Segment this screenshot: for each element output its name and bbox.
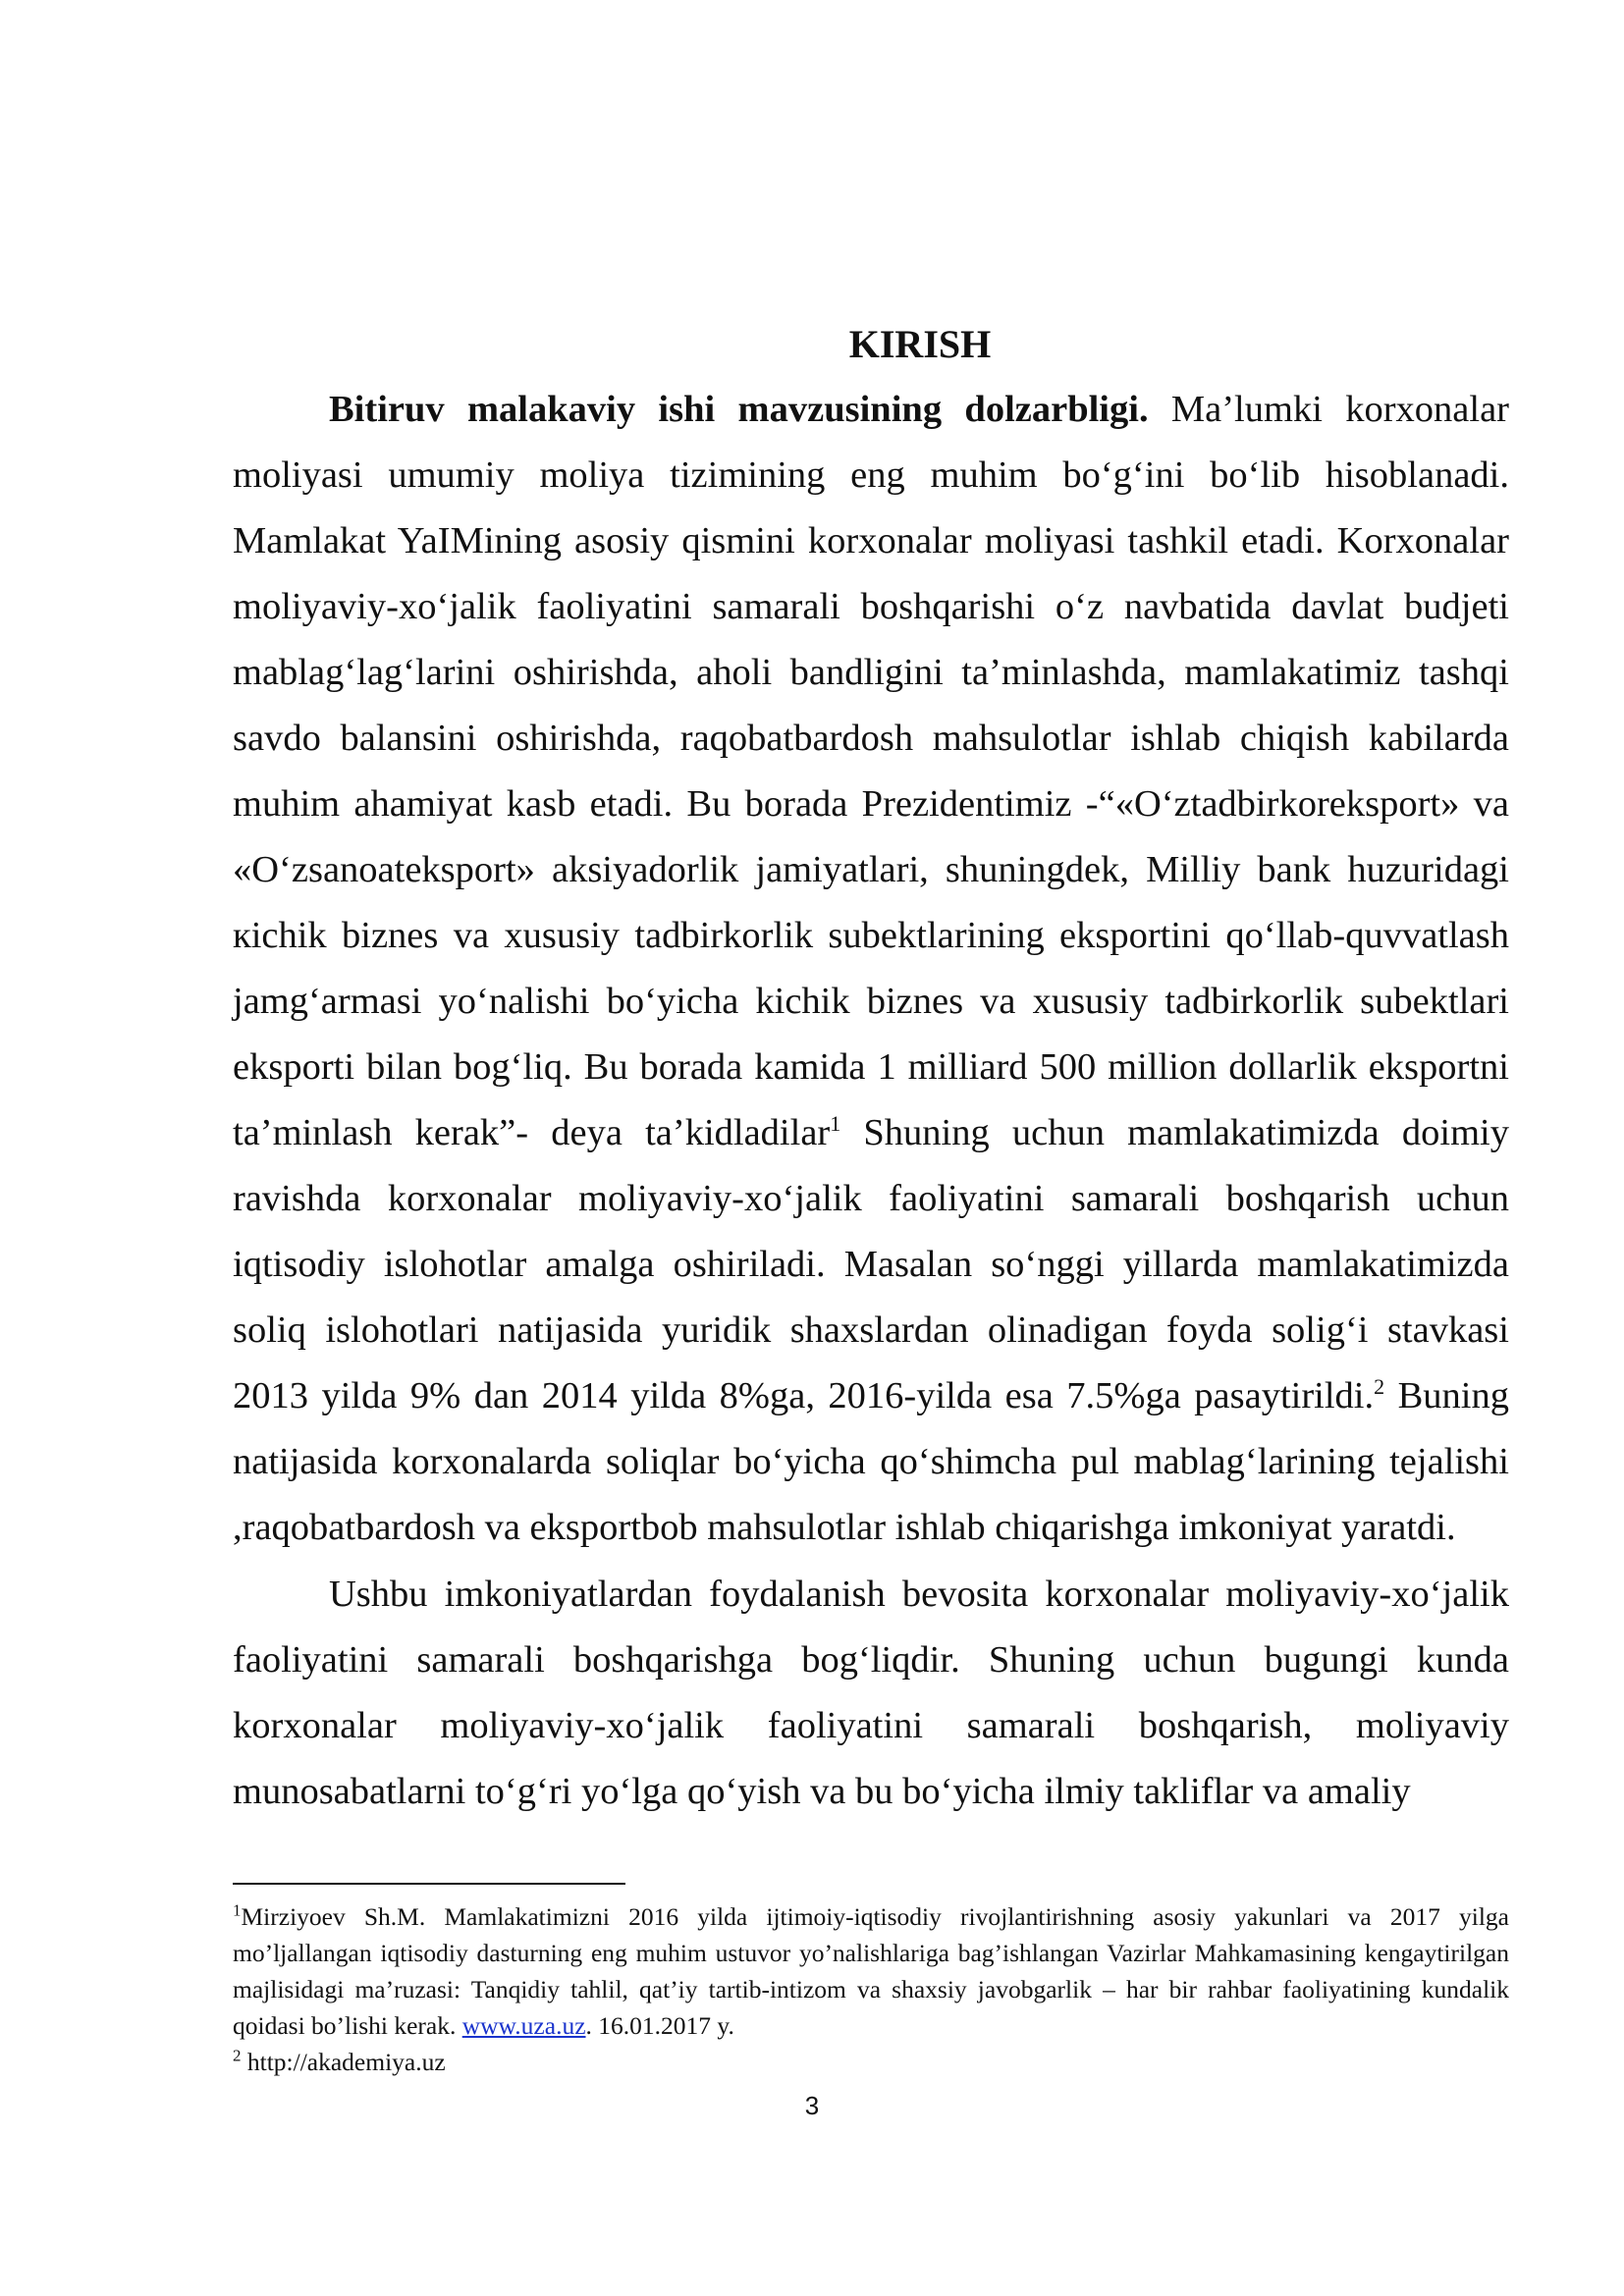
footnote-ref-1[interactable]: 1 (830, 1111, 841, 1137)
footnote-text: http://akademiya.uz (241, 2048, 446, 2076)
footnote-marker: 1 (233, 1900, 242, 1920)
paragraph-opportunities: Ushbu imkoniyatlardan foydalanish bevosita korxonalar moliyaviy-xo‘jalik faoliyatini samarali boshqarishga bog‘liqdir. Shuning uchun bugungi kunda korxonalar moliyaviy-xo‘jalik faoliyatini samarali boshqarish, moliyaviy munosabatlarni to‘g‘ri yo‘lga qo‘yish va bu bo‘yicha ilmiy takliflar va amaliy (233, 1574, 1509, 1812)
footnote-marker: 2 (233, 2046, 242, 2065)
footnote-1 (233, 1898, 1509, 2044)
paragraph-text: Shuning uchun mamlakatimizda doimiy ravishda korxonalar moliyaviy-xo‘jalik faoliyatini samarali boshqarish uchun iqtisodiy islohotlar amalga oshiriladi. Masalan so‘nggi yillarda mamlakatimizda soliq islohotlari natijasida yuridik shaxslardan olinadigan foyda solig‘i stavkasi 2013 yilda 9% dan 2014 yilda 8%ga, 2016-yilda esa 7.5%ga pasaytirildi. (233, 1112, 1509, 1416)
footnote-2 (233, 2044, 1509, 2080)
page-heading: KIRISH (848, 322, 992, 366)
section-lead: Bitiruv malakaviy ishi mavzusining dolzarbligi. (329, 389, 1149, 430)
paragraph-relevance (233, 377, 1509, 1561)
footnote-ref-2[interactable]: 2 (1374, 1374, 1385, 1400)
page-number: 3 (804, 2091, 820, 2120)
paragraph-text: Ma’lumki korxonalar moliyasi umumiy moliya tizimining eng muhim bo‘g‘ini bo‘lib hisoblanadi. Mamlakat YaIMining asosiy qismini korxonalar moliyasi tashkil etadi. Korxonalar moliyaviy-xo‘jalik faoliyatini samarali boshqarishi o‘z navbatida davlat budjeti mablag‘lag‘larini oshirishda, aholi bandligini ta’minlashda, mamlakatimiz tashqi savdo balansini oshirishda, raqobatbardosh mahsulotlar ishlab chiqish kabilarda muhim ahamiyat kasb etadi. Bu borada Prezidentimiz -“«O‘ztadbirkoreksport» va «O‘zsanoateksport» aksiyadorlik jamiyatlari, shuningdek, Milliy bank huzuridagi кichik biznes va xususiy tadbirkorlik subektlarining eksportini qo‘llab-quvvatlash jamg‘armasi yo‘nalishi bo‘yicha kichik biznes va xususiy tadbirkorlik subektlari eksporti bilan bog‘liq. Bu borada kamida 1 milliard 500 million dollarlik eksportni ta’minlash kerak”- deya ta’kidladilar (233, 389, 1509, 1153)
footnote-text: Mirziyoev Sh.M. Mamlakatimizni 2016 yilda ijtimoiy-iqtisodiy rivojlantirishning asosiy yakunlari va 2017 yilga mo’ljallangan iqtisodiy dasturning eng muhim ustuvor yo’nalishlariga bag’ishlangan Vazirlar Mahkamasining kengaytirilgan majlisidagi ma’ruzasi: Tanqidiy tahlil, qat’iy tartib-intizom va shaxsiy javobgarlik – har bir rahbar faoliyatining kundalik qoidasi bo’lishi kerak. (233, 1902, 1509, 2040)
body-text (233, 312, 1509, 1825)
footnote-separator (233, 1883, 625, 1885)
footnotes (233, 1883, 1509, 2080)
footnote-link-uza[interactable]: www.uza.uz (461, 2011, 586, 2040)
footnote-suffix: . 16.01.2017 y. (585, 2011, 734, 2040)
paragraph-text: Buning natijasida korxonalarda soliqlar bo‘yicha qo‘shimcha pul mablag‘larining tejalishi ,raqobatbardosh va eksportbob mahsulotlar ishlab chiqarishga imkoniyat yaratdi. (233, 1375, 1509, 1548)
